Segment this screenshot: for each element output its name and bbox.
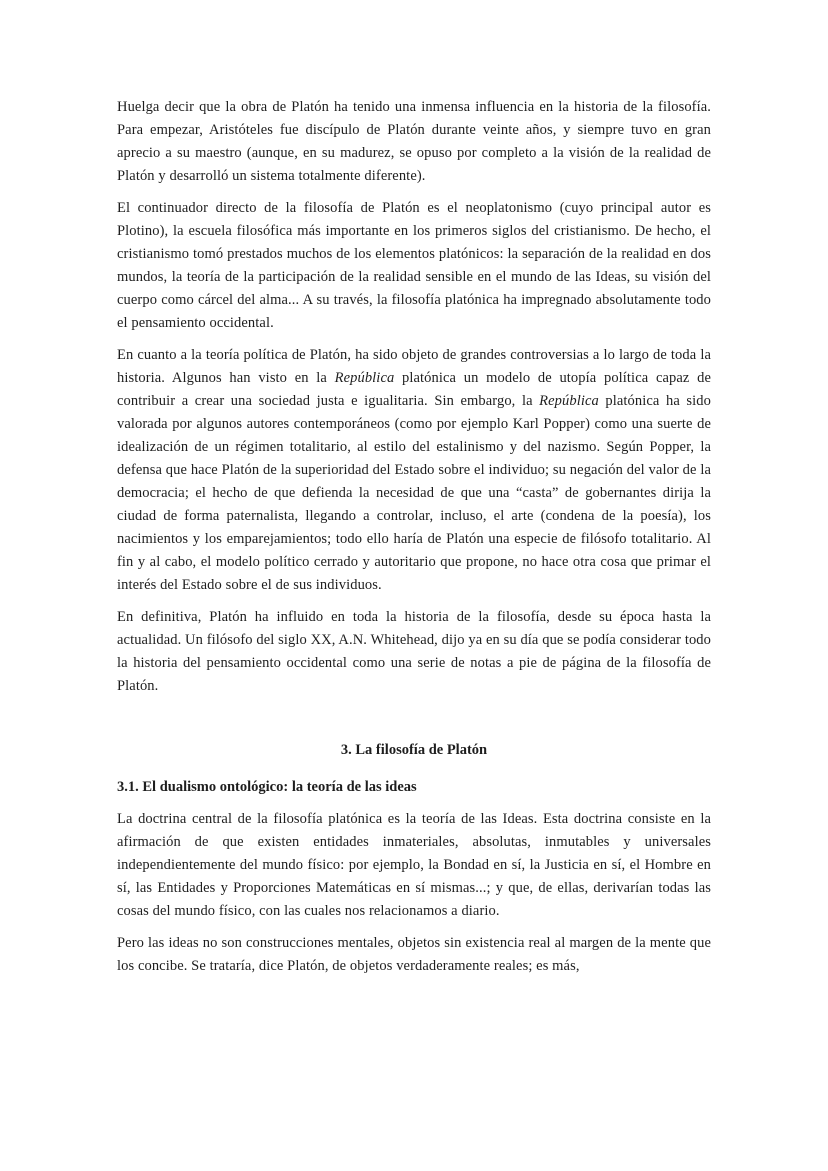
text-run: En cuanto a la teoría política de Platón, ha sido objeto de grandes controversias a lo largo de toda la historia. Algunos han visto en la bbox=[117, 347, 711, 386]
paragraph-theory-of-ideas: La doctrina central de la filosofía platónica es la teoría de las Ideas. Esta doctrina consiste en la afirmación de que existen entidades inmateriales, absolutas, inmutables y universales independientemente del mundo físico: por ejemplo, la Bondad en sí, la Justicia en sí, el Hombre en sí, las Entidades y Proporciones Matemáticas en sí mismas...; y que, de ellas, derivarían todas las cosas del mundo físico, con las cuales nos relacionamos a diario. bbox=[117, 811, 711, 919]
text-run: platónica ha sido valorada por algunos autores contemporáneos (como por ejemplo Karl Popper) como una suerte de idealización de un régimen totalitario, al estilo del estalinismo y del nazismo. Según Popper, la defensa que hace Platón de la superioridad del Estado sobre el individuo; su negación del valor de la democracia; el hecho de que defienda la necesidad de que una “casta” de gobernantes dirija la ciudad de forma paternalista, llegando a controlar, incluso, el arte (condena de la poesía), los nacimientos y los emparejamientos; todo ello haría de Platón una especie de filósofo totalitario. Al fin y al cabo, el modelo político cerrado y autoritario que propone, no hace otra cosa que primar el interés del Estado sobre el de sus individuos. bbox=[117, 393, 711, 593]
text-run: platónica un modelo de utopía política capaz de contribuir a crear una sociedad justa e igualitaria. Sin embargo, la bbox=[117, 370, 712, 409]
subsection-heading-ontological-dualism: 3.1. El dualismo ontológico: la teoría de las ideas bbox=[117, 779, 417, 795]
paragraph-plato-influence: Huelga decir que la obra de Platón ha tenido una inmensa influencia en la historia de la filosofía. Para empezar, Aristóteles fue discípulo de Platón durante veinte años, y siempre tuvo en gran aprecio a su maestro (aunque, en su madurez, se opuso por completo a la visión de la realidad de Platón y desarrolló un sistema totalmente diferente). bbox=[117, 99, 711, 184]
paragraph-ideas-not-mental: Pero las ideas no son construcciones mentales, objetos sin existencia real al margen de la mente que los concibe. Se trataría, dice Platón, de objetos verdaderamente reales; es más, bbox=[117, 935, 711, 974]
paragraph-whitehead-conclusion: En definitiva, Platón ha influido en toda la historia de la filosofía, desde su época hasta la actualidad. Un filósofo del siglo XX, A.N. Whitehead, dijo ya en su día que se podía considerar todo la historia del pensamiento occidental como una serie de notas a pie de página de la filosofía de Platón. bbox=[117, 609, 711, 694]
paragraph-political-theory bbox=[117, 344, 711, 597]
section-heading-philosophy-of-plato: 3. La filosofía de Platón bbox=[340, 742, 488, 758]
paragraph-neoplatonism: El continuador directo de la filosofía de Platón es el neoplatonismo (cuyo principal autor es Plotino), la escuela filosófica más importante en los primeros siglos del cristianismo. De hecho, el cristianismo tomó prestados muchos de los elementos platónicos: la separación de la realidad en dos mundos, la teoría de la participación de la realidad sensible en el mundo de las Ideas, su visión del cuerpo como cárcel del alma... A su través, la filosofía platónica ha impregnado absolutamente todo el pensamiento occidental. bbox=[117, 200, 711, 331]
italic-text-run: República bbox=[334, 370, 395, 386]
italic-text-run: República bbox=[539, 393, 599, 409]
